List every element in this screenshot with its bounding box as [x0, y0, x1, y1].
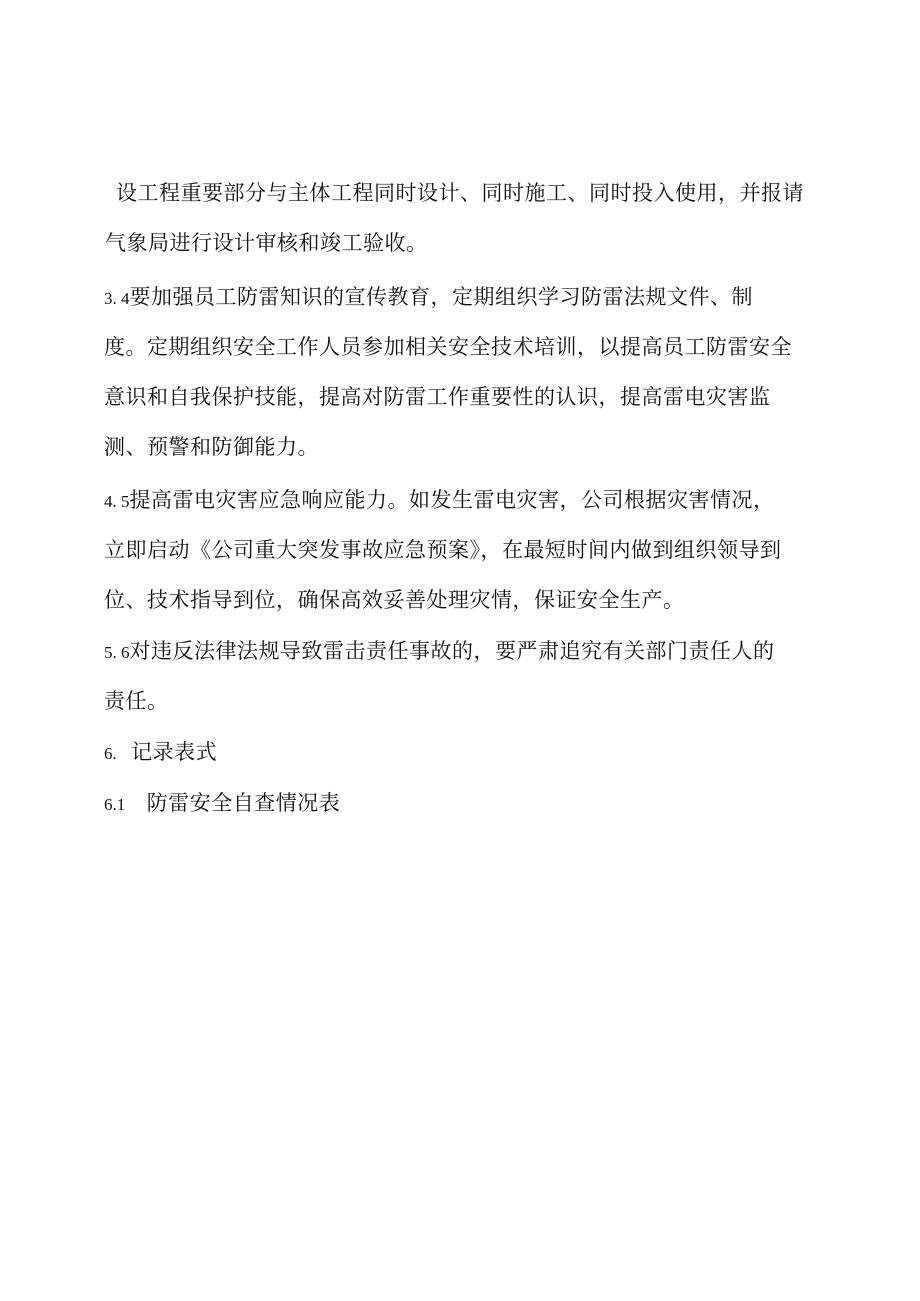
section-6-number: 6.: [104, 744, 117, 763]
section-6-1-heading: [104, 790, 340, 818]
item-4-5-line-3: 位、技术指导到位，确保高效妥善处理灾情，保证安全生产。: [104, 588, 685, 612]
item-3-4-line-2: 度。定期组织安全工作人员参加相关安全技术培训，以提高员工防雷安全: [104, 335, 792, 359]
item-5-6-number: 5. 6: [104, 643, 130, 662]
item-4-5-line-1: [104, 487, 775, 515]
item-4-5-number: 4. 5: [104, 492, 130, 511]
item-4-5-line-2: 立即启动《公司重大突发事故应急预案》，在最短时间内做到组织领导到: [104, 538, 782, 562]
item-3-4-line-1: [104, 284, 753, 312]
item-5-6-text-1: 对违反法律法规导致雷击责任事故的，要严肃追究有关部门责任人的: [129, 639, 775, 663]
continuation-line-1: 设工程重要部分与主体工程同时设计、同时施工、同时投入使用，并报请: [116, 181, 804, 205]
continuation-line-2: 气象局进行设计审核和竣工验收。: [105, 231, 428, 255]
item-3-4-line-3: 意识和自我保护技能，提高对防雷工作重要性的认识，提高雷电灾害监: [104, 385, 771, 409]
section-6-1-title: 防雷安全自查情况表: [146, 791, 341, 815]
item-4-5-text-1: 提高雷电灾害应急响应能力。如发生雷电灾害，公司根据灾害情况，: [129, 488, 775, 512]
item-3-4-number: 3. 4: [104, 289, 130, 308]
item-3-4-line-4: 测、预警和防御能力。: [104, 435, 319, 459]
section-6-1-number: 6.1: [104, 795, 126, 814]
section-6-heading: [104, 739, 217, 767]
section-6-title: 记录表式: [131, 740, 218, 764]
item-5-6-line-1: [104, 638, 775, 666]
item-3-4-text-1: 要加强员工防雷知识的宣传教育，定期组织学习防雷法规文件、制: [129, 285, 753, 309]
item-5-6-line-2: 责任。: [104, 689, 169, 713]
